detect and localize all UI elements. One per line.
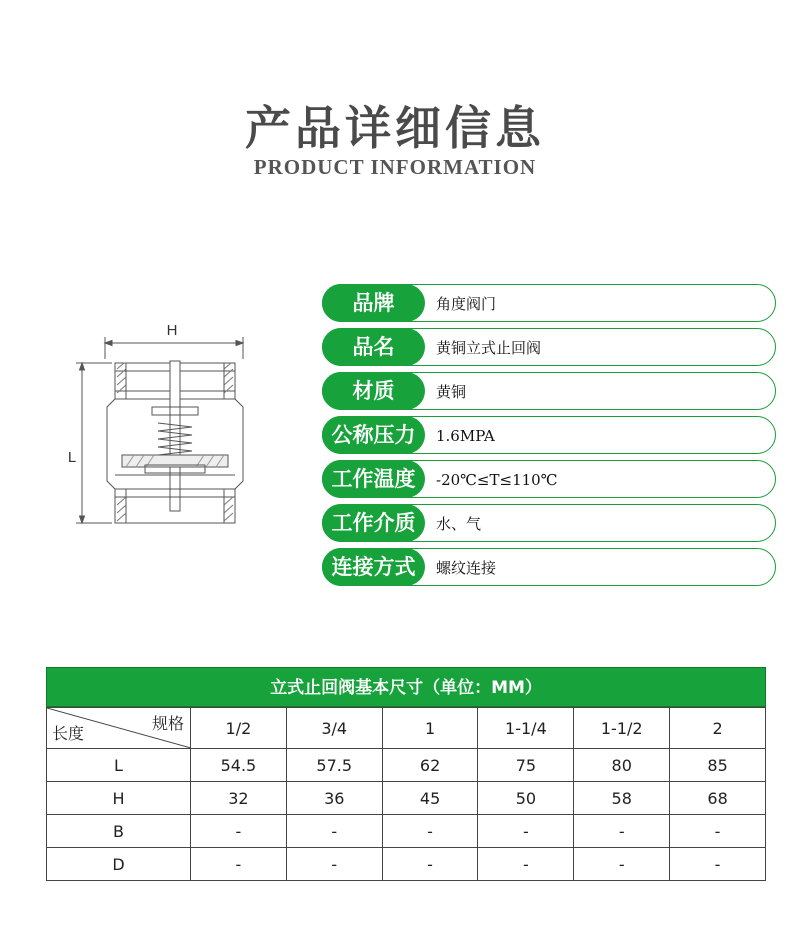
spec-label: 工作温度	[322, 460, 425, 498]
spec-row-medium	[322, 504, 776, 542]
table-cell: -	[670, 815, 766, 848]
table-header-row	[47, 708, 766, 749]
table-cell: 68	[670, 782, 766, 815]
spec-value: 螺纹连接	[436, 559, 497, 577]
table-cell: -	[191, 815, 287, 848]
spec-value: 黄铜立式止回阀	[436, 339, 542, 357]
spec-value: -20℃≤T≤110℃	[436, 471, 558, 489]
spec-label: 工作介质	[322, 504, 425, 542]
size-header: 1	[382, 708, 478, 749]
corner-row-label: 长度	[52, 724, 85, 743]
page-subtitle: PRODUCT INFORMATION	[253, 155, 537, 179]
spec-label: 品名	[322, 328, 425, 366]
table-cell: 32	[191, 782, 287, 815]
table-cell: 57.5	[286, 749, 382, 782]
table-cell: -	[574, 815, 670, 848]
table-cell: -	[574, 848, 670, 881]
table-cell: 75	[478, 749, 574, 782]
table-row	[47, 782, 766, 815]
table-row	[47, 749, 766, 782]
spec-row-material	[322, 372, 776, 410]
spec-value: 角度阀门	[436, 295, 497, 313]
row-label: H	[47, 782, 191, 815]
table-cell: -	[478, 815, 574, 848]
spec-label: 公称压力	[322, 416, 425, 454]
spec-label: 连接方式	[322, 548, 425, 586]
spec-row-brand	[322, 284, 776, 322]
table-cell: -	[191, 848, 287, 881]
row-label: L	[47, 749, 191, 782]
row-label: D	[47, 848, 191, 881]
spec-value: 水、气	[436, 515, 482, 533]
valve-diagram	[60, 315, 260, 535]
table-cell: -	[286, 848, 382, 881]
spec-row-pressure	[322, 416, 776, 454]
size-header: 1-1/4	[478, 708, 574, 749]
page-title: 产品详细信息	[245, 101, 545, 155]
table-cell: -	[478, 848, 574, 881]
row-label: B	[47, 815, 191, 848]
size-header: 1-1/2	[574, 708, 670, 749]
table-title: 立式止回阀基本尺寸（单位：MM）	[46, 667, 766, 707]
table-cell: 54.5	[191, 749, 287, 782]
table-cell: 36	[286, 782, 382, 815]
spec-value: 黄铜	[436, 383, 467, 401]
dimension-h-label: H	[166, 322, 178, 339]
spec-row-connection	[322, 548, 776, 586]
table-row	[47, 848, 766, 881]
dimension-table	[46, 667, 766, 881]
table-row	[47, 815, 766, 848]
corner-col-label: 规格	[151, 714, 184, 733]
size-header: 3/4	[286, 708, 382, 749]
spec-label: 材质	[322, 372, 425, 410]
spec-value: 1.6MPA	[436, 427, 495, 445]
table-cell: 50	[478, 782, 574, 815]
table-cell: 58	[574, 782, 670, 815]
spec-label: 品牌	[322, 284, 425, 322]
table-cell: 85	[670, 749, 766, 782]
table-cell: -	[286, 815, 382, 848]
table-cell: -	[382, 848, 478, 881]
spec-row-temperature	[322, 460, 776, 498]
spec-row-product-name	[322, 328, 776, 366]
table-cell: -	[670, 848, 766, 881]
table-cell: 45	[382, 782, 478, 815]
table-cell: -	[382, 815, 478, 848]
table-corner-cell	[47, 708, 191, 749]
size-header: 1/2	[191, 708, 287, 749]
table-cell: 62	[382, 749, 478, 782]
dimension-l-label: L	[67, 449, 77, 466]
table-cell: 80	[574, 749, 670, 782]
size-header: 2	[670, 708, 766, 749]
